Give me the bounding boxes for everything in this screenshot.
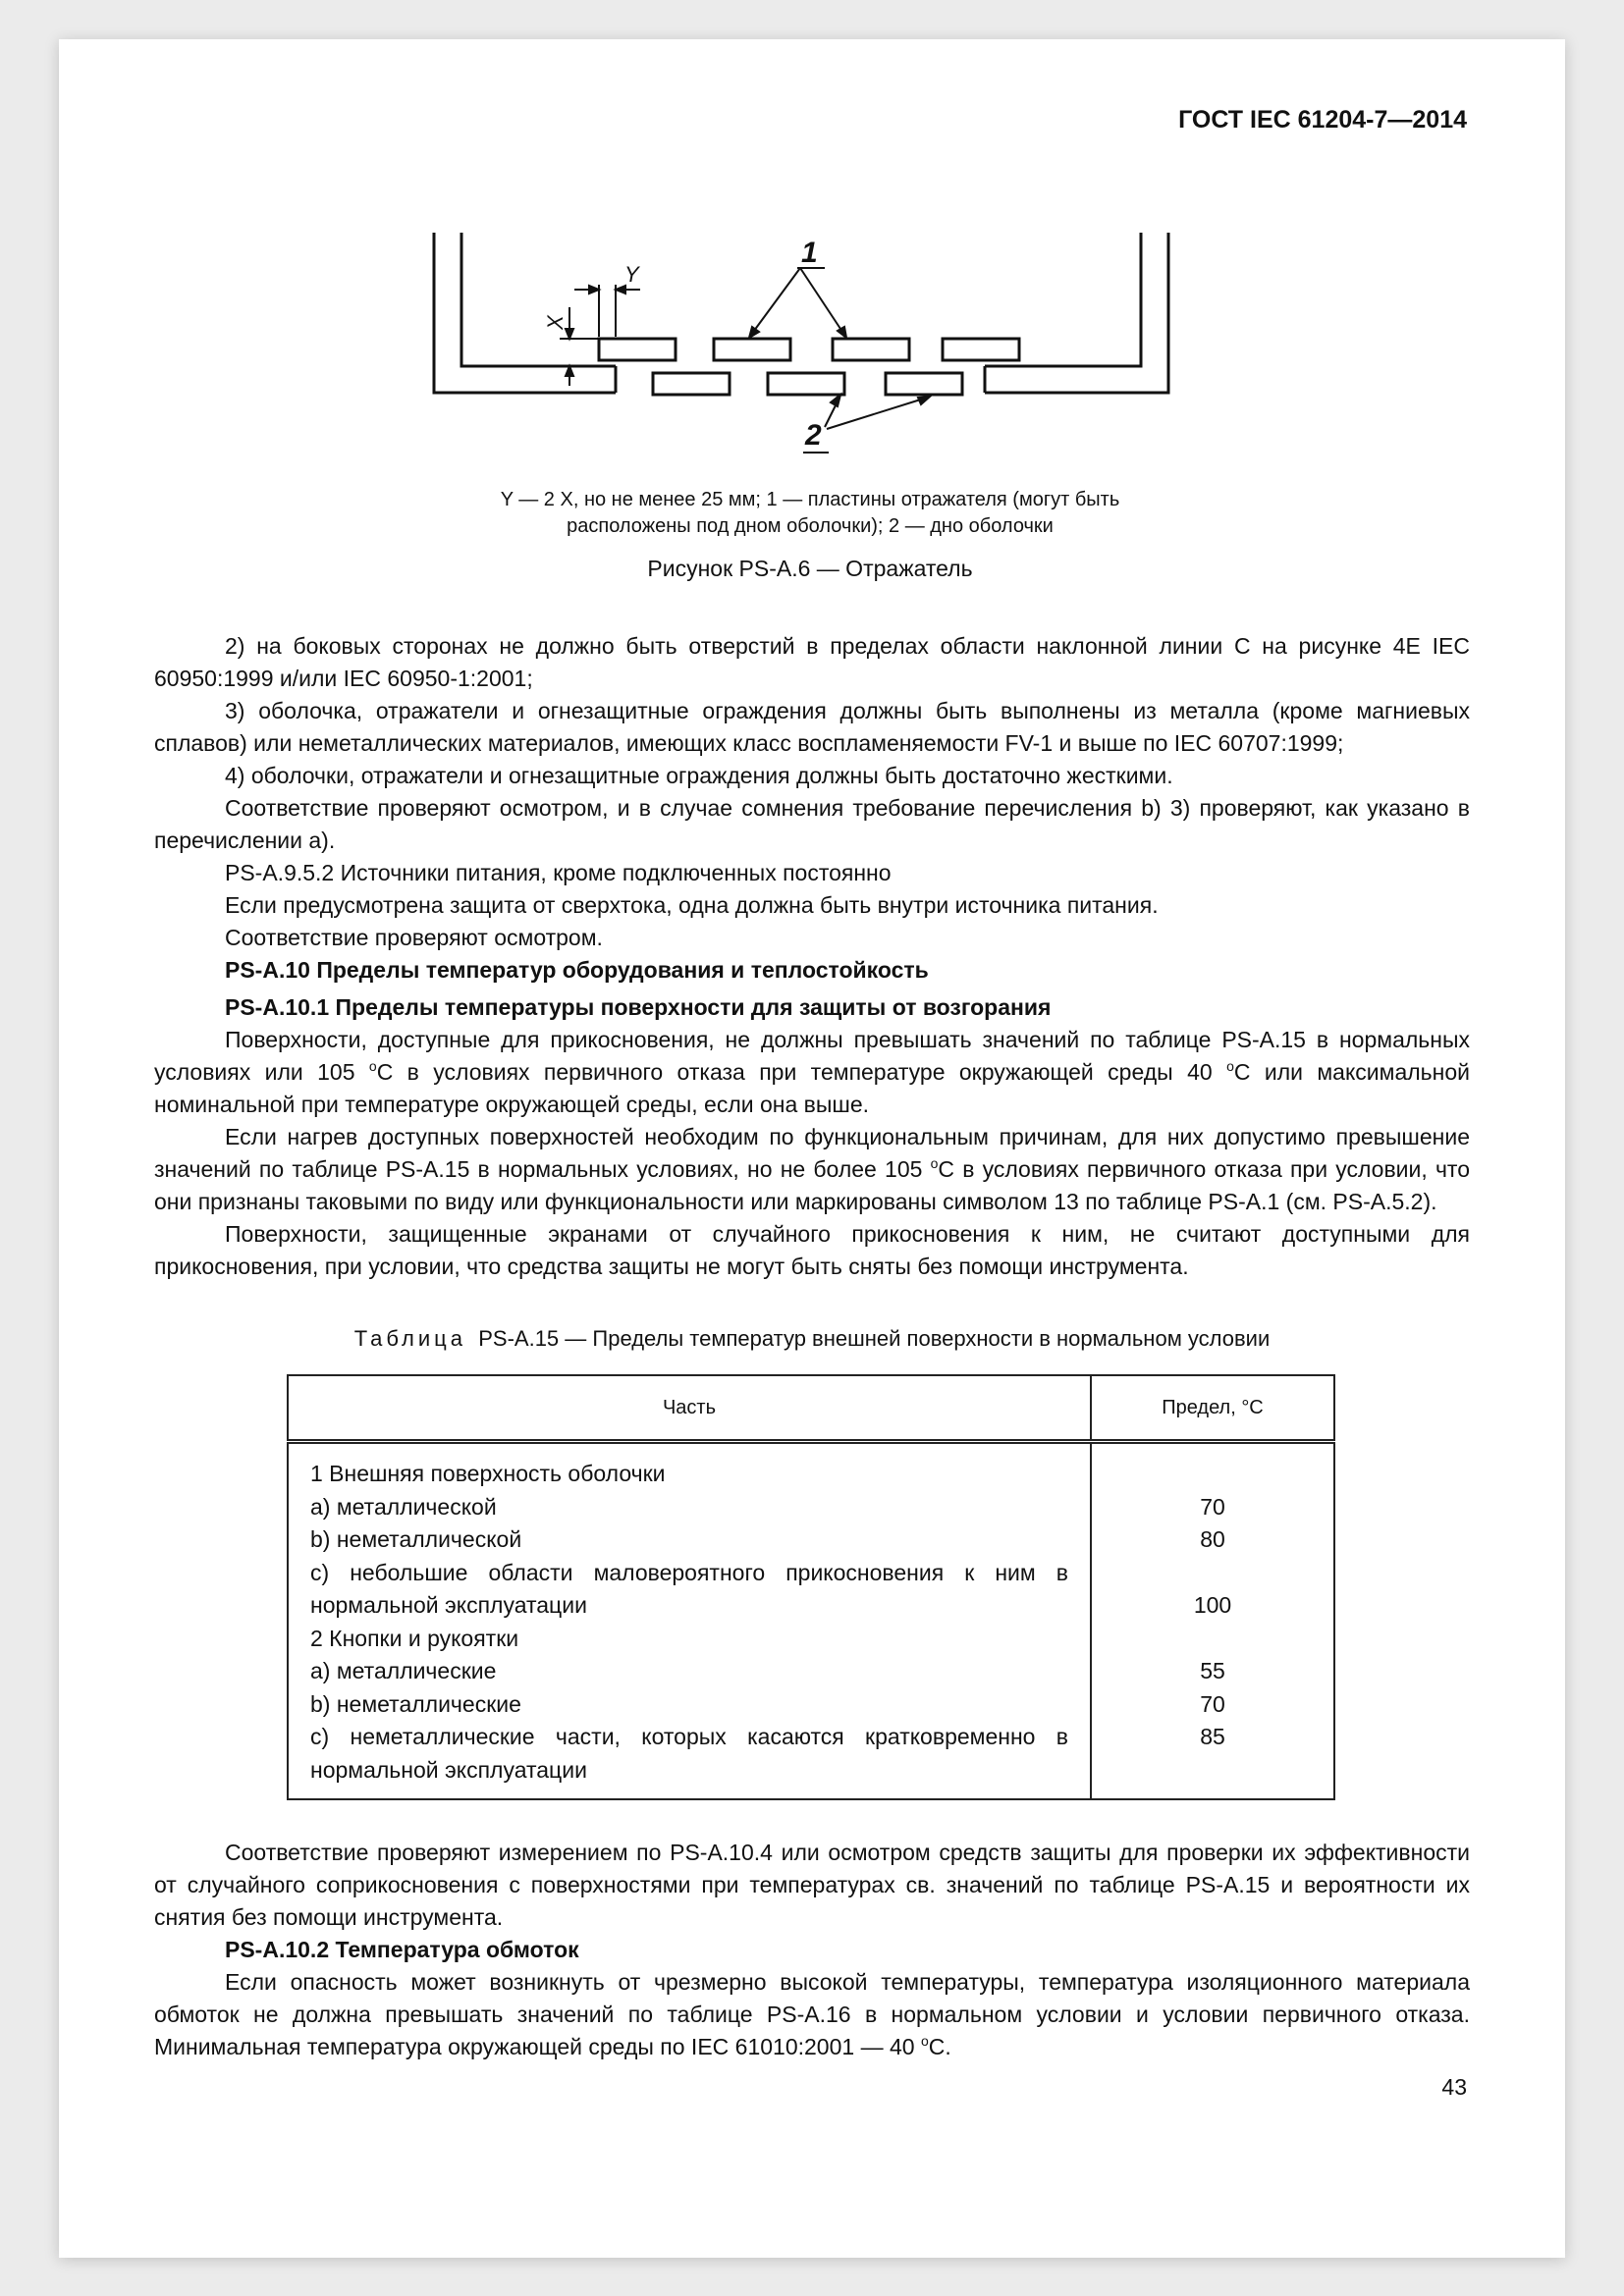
temperature-limits-table xyxy=(287,1374,1335,1800)
table-row-value xyxy=(1092,1754,1333,1788)
table-row-value: 55 xyxy=(1200,1658,1225,1683)
table-row-part: нормальной эксплуатации xyxy=(310,1592,587,1618)
section-heading-10: PS-A.10 Пределы температур оборудования и теплостойкость xyxy=(225,957,929,983)
reflector-plate xyxy=(714,339,790,360)
table-row-part: b) неметаллические xyxy=(310,1690,521,1717)
table-row-part: c) небольшие области маловероятного прикосновения к ним в xyxy=(310,1559,1068,1585)
label-x: X xyxy=(543,315,568,330)
reflector-figure xyxy=(422,221,1198,476)
document-header: ГОСТ IEC 61204-7—2014 xyxy=(1178,106,1467,133)
table-row-part: 2 Кнопки и рукоятки xyxy=(310,1625,519,1651)
table-row-value: 85 xyxy=(1200,1724,1225,1749)
reflector-plate xyxy=(943,339,1019,360)
label-y: Y xyxy=(624,262,639,287)
table-row-value: 100 xyxy=(1193,1592,1232,1618)
figure-caption-line1: Y — 2 X, но не менее 25 мм; 1 — пластины отражателя (могут быть xyxy=(500,489,1120,510)
table-row-value: 70 xyxy=(1200,1493,1225,1520)
table-row-value xyxy=(1092,1458,1333,1491)
page-number: 43 xyxy=(1441,2074,1467,2100)
figure-title: Рисунок PS-A.6 — Отражатель xyxy=(647,556,973,581)
paragraph: Соответствие проверяют осмотром, и в случае сомнения требование перечисления b) 3) проверяют, как указано в перечислении a). xyxy=(154,795,1470,853)
table-caption-text: PS-A.15 — Пределы температур внешней поверхности в нормальном условии xyxy=(478,1326,1271,1351)
reflector-plate xyxy=(833,339,909,360)
paragraph-10-1-b: Если нагрев доступных поверхностей необходим по функциональным причинам, для них допустимо превышение значений по таблице PS-A.15 в нормальных условиях, но не более 105 $^о$C в условиях первичного отказа при условии, что они признаны таковыми по виду или функциональности или маркированы символом 13 по таблице PS-A.1 (см. PS-A.5.2). xyxy=(154,1124,1470,1214)
dimension-y xyxy=(574,285,640,337)
part-column xyxy=(288,1442,1091,1800)
paragraph-10-1-c: Поверхности, защищенные экранами от случайного прикосновения к ним, не считают доступными для прикосновения, при условии, что средства защиты не могут быть сняты без помощи инструмента. xyxy=(154,1221,1470,1279)
paragraph: 3) оболочка, отражатели и огнезащитные ограждения должны быть выполнены из металла (кроме магниевых сплавов) или неметаллических материалов, имеющих класс воспламеняемости FV-1 и выше по IEC 60707:1999; xyxy=(154,698,1470,756)
table-caption-label: Таблица xyxy=(353,1326,466,1351)
paragraph-10-1-a: Поверхности, доступные для прикосновения, не должны превышать значений по таблице PS-A.15 в нормальных условиях или 105 $^о$C в условиях первичного отказа при температуре окружающей среды 40 $^о$C или максимальной номинальной при температуре окружающей среды, если она выше. xyxy=(154,1027,1470,1117)
limit-column xyxy=(1091,1442,1334,1800)
section-heading-10-1: PS-A.10.1 Пределы температуры поверхности для защиты от возгорания xyxy=(225,994,1052,1020)
table-row-value xyxy=(1092,1557,1333,1590)
bottom-segment xyxy=(653,373,730,395)
table-row-part: нормальной эксплуатации xyxy=(310,1756,587,1783)
table-row-part: c) неметаллические части, которых касаются кратковременно в xyxy=(310,1724,1068,1749)
paragraph-after-table: Соответствие проверяют измерением по PS-A.10.4 или осмотром средств защиты для проверки их эффективности от случайного соприкосновения с поверхностями при температурах св. значений по таблице PS-A.15 и вероятности их снятия без помощи инструмента. xyxy=(154,1840,1470,1930)
table-row-value: 80 xyxy=(1200,1526,1225,1552)
column-header-limit: Предел, °С xyxy=(1091,1375,1334,1442)
table-row-part: a) металлической xyxy=(310,1493,497,1520)
paragraph: PS-A.9.5.2 Источники питания, кроме подключенных постоянно xyxy=(225,860,892,885)
label-1: 1 xyxy=(801,237,818,269)
body-text-top xyxy=(154,630,1470,954)
table-caption xyxy=(154,1326,1470,1352)
body-text-section-10 xyxy=(154,954,1470,1283)
table-row-value: 70 xyxy=(1200,1690,1225,1717)
figure-caption-line2: расположены под дном оболочки); 2 — дно оболочки xyxy=(567,515,1054,537)
callout-1-lines xyxy=(749,268,846,338)
paragraph: 4) оболочки, отражатели и огнезащитные ограждения должны быть достаточно жесткими. xyxy=(225,763,1173,788)
paragraph: 2) на боковых сторонах не должно быть отверстий в пределах области наклонной линии C на рисунке 4E IEC 60950:1999 и/или IEC 60950-1:2001; xyxy=(154,633,1470,691)
body-text-bottom xyxy=(154,1837,1470,2063)
reflector-plate xyxy=(599,339,676,360)
paragraph-10-2: Если опасность может возникнуть от чрезмерно высокой температуры, температура изоляционного материала обмоток не должна превышать значений по таблице PS-A.16 в нормальном условии и условии первичного отказа. Минимальная температура окружающей среды по IEC 61010:2001 — 40 $^о$С. xyxy=(154,1969,1470,2059)
table-row-part: 1 Внешняя поверхность оболочки xyxy=(310,1461,666,1486)
paragraph: Соответствие проверяют осмотром. xyxy=(225,925,603,950)
section-heading-10-2: PS-A.10.2 Температура обмоток xyxy=(225,1937,579,1962)
bottom-segment xyxy=(768,373,844,395)
column-header-part: Часть xyxy=(288,1375,1091,1442)
table-row-value xyxy=(1092,1623,1333,1656)
label-2: 2 xyxy=(805,419,822,452)
enclosure-right-outer xyxy=(1001,233,1168,393)
enclosure-right-inner xyxy=(1001,233,1141,366)
table-row-part: b) неметаллической xyxy=(310,1526,522,1552)
bottom-segment xyxy=(886,373,962,395)
callout-2-lines xyxy=(803,395,930,453)
enclosure-left-outer xyxy=(434,233,599,393)
enclosure-left-inner xyxy=(461,233,599,366)
paragraph: Если предусмотрена защита от сверхтока, одна должна быть внутри источника питания. xyxy=(225,892,1159,918)
table-row-part: a) металлические xyxy=(310,1658,497,1683)
